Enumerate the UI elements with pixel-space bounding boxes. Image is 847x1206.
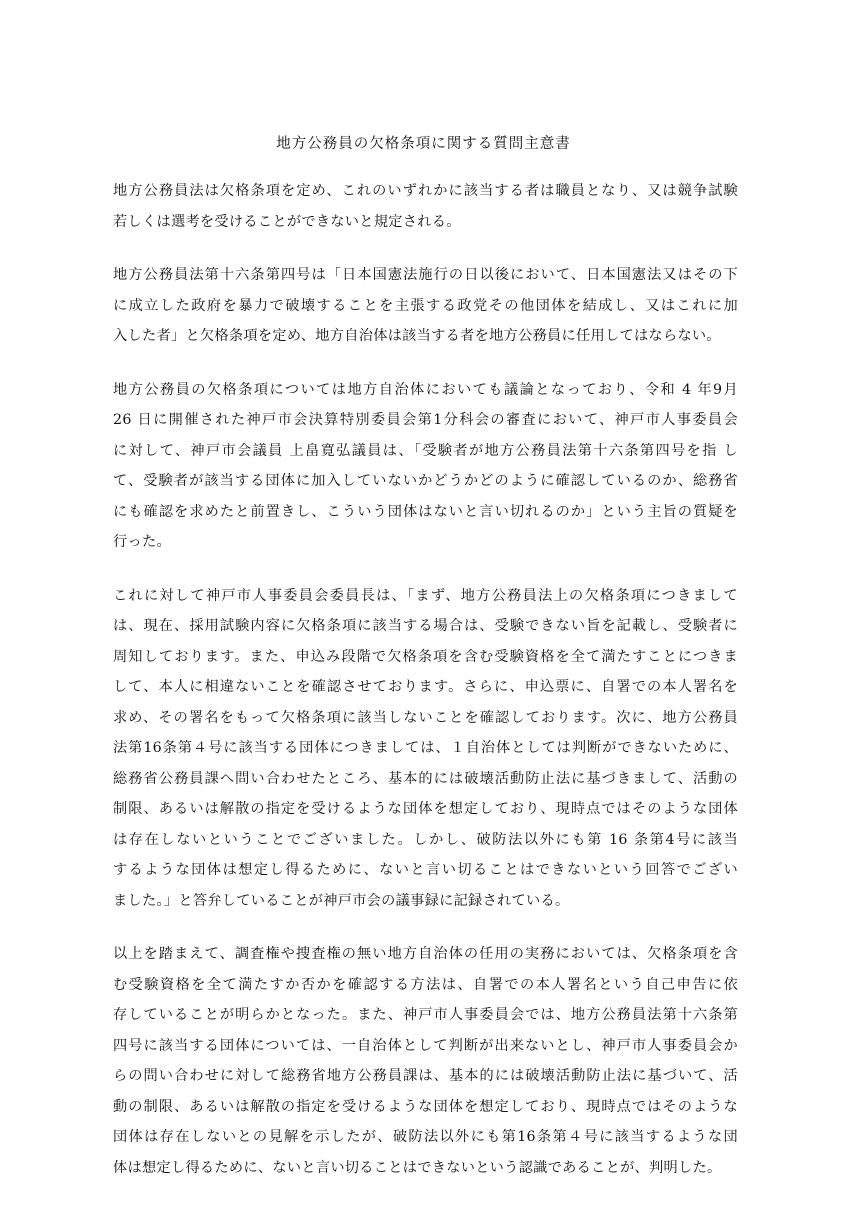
text-line: 入した者」と欠格条項を定め、地方自治体は該当する者を地方公務員に任用してはならない。: [113, 328, 721, 344]
text-line: 地方公務員法第十六条第四号は「日本国憲法施行の日以後において、日本国憲法又はその下: [113, 267, 738, 283]
text-line: は、現在、採用試験内容に欠格条項に該当する場合は、受験できない旨を記載し、受験者に: [113, 618, 738, 634]
paragraph-3: [113, 375, 738, 558]
text-line: ました。」と答弁していることが神戸市会の議事録に記録されている。: [113, 892, 570, 909]
paragraph-1: [113, 176, 738, 237]
text-line: に対して、神戸市会議員 上畠寛弘議員は、「受験者が地方公務員法第十六条第四号を指 し: [113, 442, 738, 459]
text-line: 団体は存在しないとの見解を示したが、破防法以外にも第16条第４号に該当するような団: [113, 1129, 738, 1145]
text-line: にも確認を求めたと前置きし、こういう団体はないと言い切れるのか」という主旨の質疑を: [113, 503, 738, 520]
text-line: 行った。: [113, 534, 171, 550]
text-line: 地方公務員の欠格条項については地方自治体においても議論となっており、令和 4 年9月: [113, 381, 738, 398]
text-line: 存していることが明らかとなった。また、神戸市人事委員会では、地方公務員法第十六条第: [113, 1007, 738, 1023]
text-line: は存在しないということでございました。しかし、破防法以外にも第 16 条第4号に該当: [113, 831, 738, 848]
text-line: して、本人に相違ないことを確認させております。さらに、申込票に、自署での本人署名を: [113, 679, 738, 695]
text-line: む受験資格を全て満たすか否かを確認する方法は、自署での本人署名という自己申告に依: [113, 976, 738, 993]
text-line: 総務省公務員課へ問い合わせたところ、基本的には破壊活動防止法に基づきまして、活動の: [113, 770, 738, 787]
paragraph-2: [113, 260, 738, 352]
text-line: て、受験者が該当する団体に加入していないかどうかどのように確認しているのか、総務省: [113, 473, 738, 489]
text-line: 周知しております。また、申込み段階で欠格条項を含む受験資格を全て満たすことにつきま: [113, 648, 738, 665]
text-line: 制限、あるいは解散の指定を受けるような団体を想定しており、現時点ではそのような団体: [113, 801, 738, 817]
text-line: 26 日に開催された神戸市会決算特別委員会第1分科会の審査において、神戸市人事委員会: [113, 412, 738, 428]
text-line: に成立した政府を暴力で破壊することを主張する政党その他団体を結成し、又はこれに加: [113, 297, 738, 314]
text-line: 動の制限、あるいは解散の指定を受けるような団体を想定しており、現時点ではそのような: [113, 1098, 738, 1115]
text-line: 以上を踏まえて、調査権や捜査権の無い地方自治体の任用の実務においては、欠格条項を含: [113, 946, 738, 962]
text-line: 若しくは選考を受けることができないと規定される。: [113, 213, 461, 230]
text-line: これに対して神戸市人事委員会委員長は、「まず、地方公務員法上の欠格条項につきまして: [113, 587, 738, 604]
text-line: 法第16条第４号に該当する団体につきましては、１自治体としては判断ができないために、: [113, 740, 738, 756]
document-body: [113, 176, 738, 1206]
paragraph-4: [113, 581, 738, 917]
text-line: 体は想定し得るために、ないと言い切ることはできないという認識であることが、判明した。: [113, 1159, 722, 1176]
text-line: 求め、その署名をもって欠格条項に該当しないことを確認しております。次に、地方公務員: [113, 709, 738, 726]
text-line: らの問い合わせに対して総務省地方公務員課は、基本的には破壊活動防止法に基づいて、活: [113, 1068, 738, 1084]
text-line: 地方公務員法は欠格条項を定め、これのいずれかに該当する者は職員となり、又は競争試験: [113, 183, 738, 199]
document-title: 地方公務員の欠格条項に関する質問主意書: [276, 136, 571, 152]
text-line: 四号に該当する団体については、一自治体として判断が出来ないとし、神戸市人事委員会か: [113, 1037, 738, 1054]
text-line: するような団体は想定し得るために、ないと言い切ることはできないという回答でござい: [113, 862, 738, 878]
paragraph-5: [113, 939, 738, 1183]
